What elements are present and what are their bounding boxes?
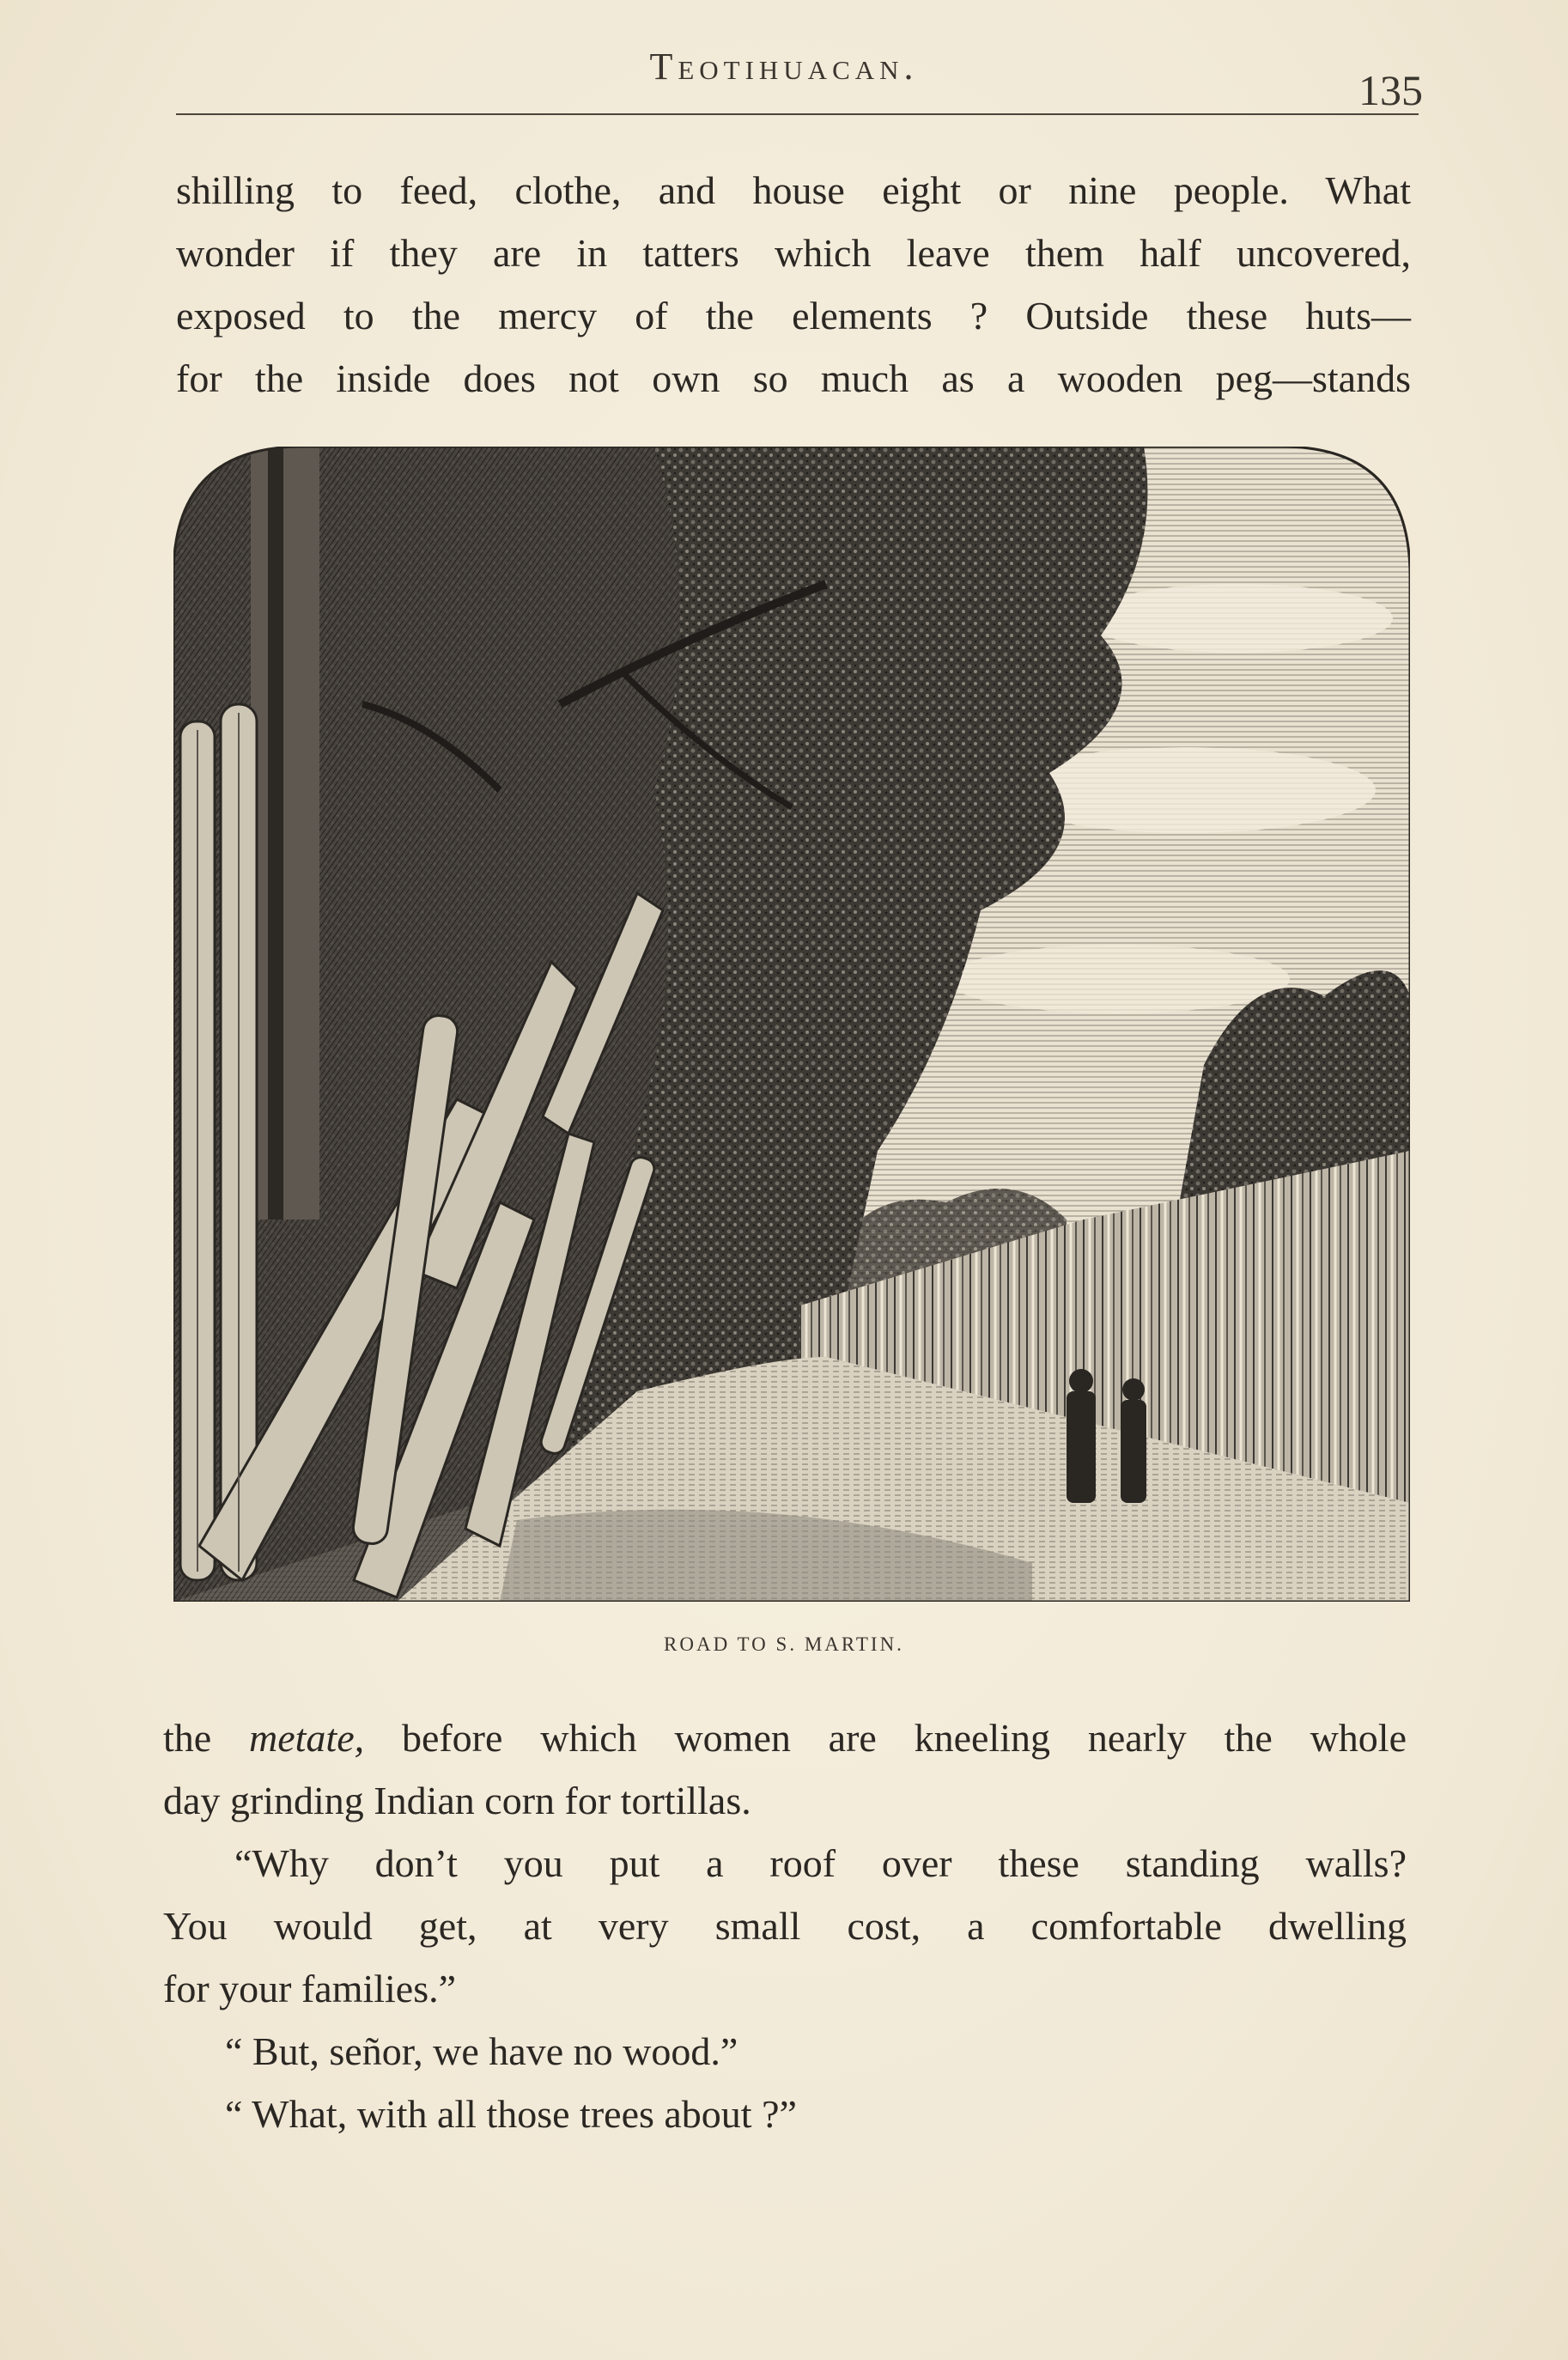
paragraph-line: for your families.”	[163, 1967, 457, 2010]
paragraph-line: You would get, at very small cost, a comfortable dwelling	[163, 1904, 1407, 1948]
paragraph-line: wonder if they are in tatters which leave them half uncovered,	[176, 231, 1411, 275]
paragraph-line: “ But, señor, we have no wood.”	[225, 2029, 738, 2073]
running-head: Teotihuacan.	[649, 46, 919, 88]
header-rule	[176, 113, 1419, 115]
paragraph-line	[163, 1715, 1407, 1761]
page-number: 135	[1358, 66, 1423, 114]
paragraph-line: day grinding Indian corn for tortillas.	[163, 1779, 751, 1822]
paragraph-line: “Why don’t you put a roof over these standing walls?	[234, 1841, 1407, 1885]
engraving-illustration	[173, 447, 1410, 1602]
line-text: before which women are kneeling nearly the whole	[364, 1716, 1407, 1760]
paragraph-line: for the inside does not own so much as a wooden peg—stands	[176, 356, 1411, 400]
italic-word: metate,	[249, 1716, 365, 1760]
line-text: the	[163, 1716, 250, 1760]
paragraph-line: exposed to the mercy of the elements ? Outside these huts—	[176, 294, 1411, 338]
illustration-caption: ROAD TO S. MARTIN.	[664, 1633, 904, 1655]
paragraph-line: shilling to feed, clothe, and house eight or nine people. What	[176, 168, 1411, 212]
paragraph-line: “ What, with all those trees about ?”	[225, 2092, 797, 2136]
